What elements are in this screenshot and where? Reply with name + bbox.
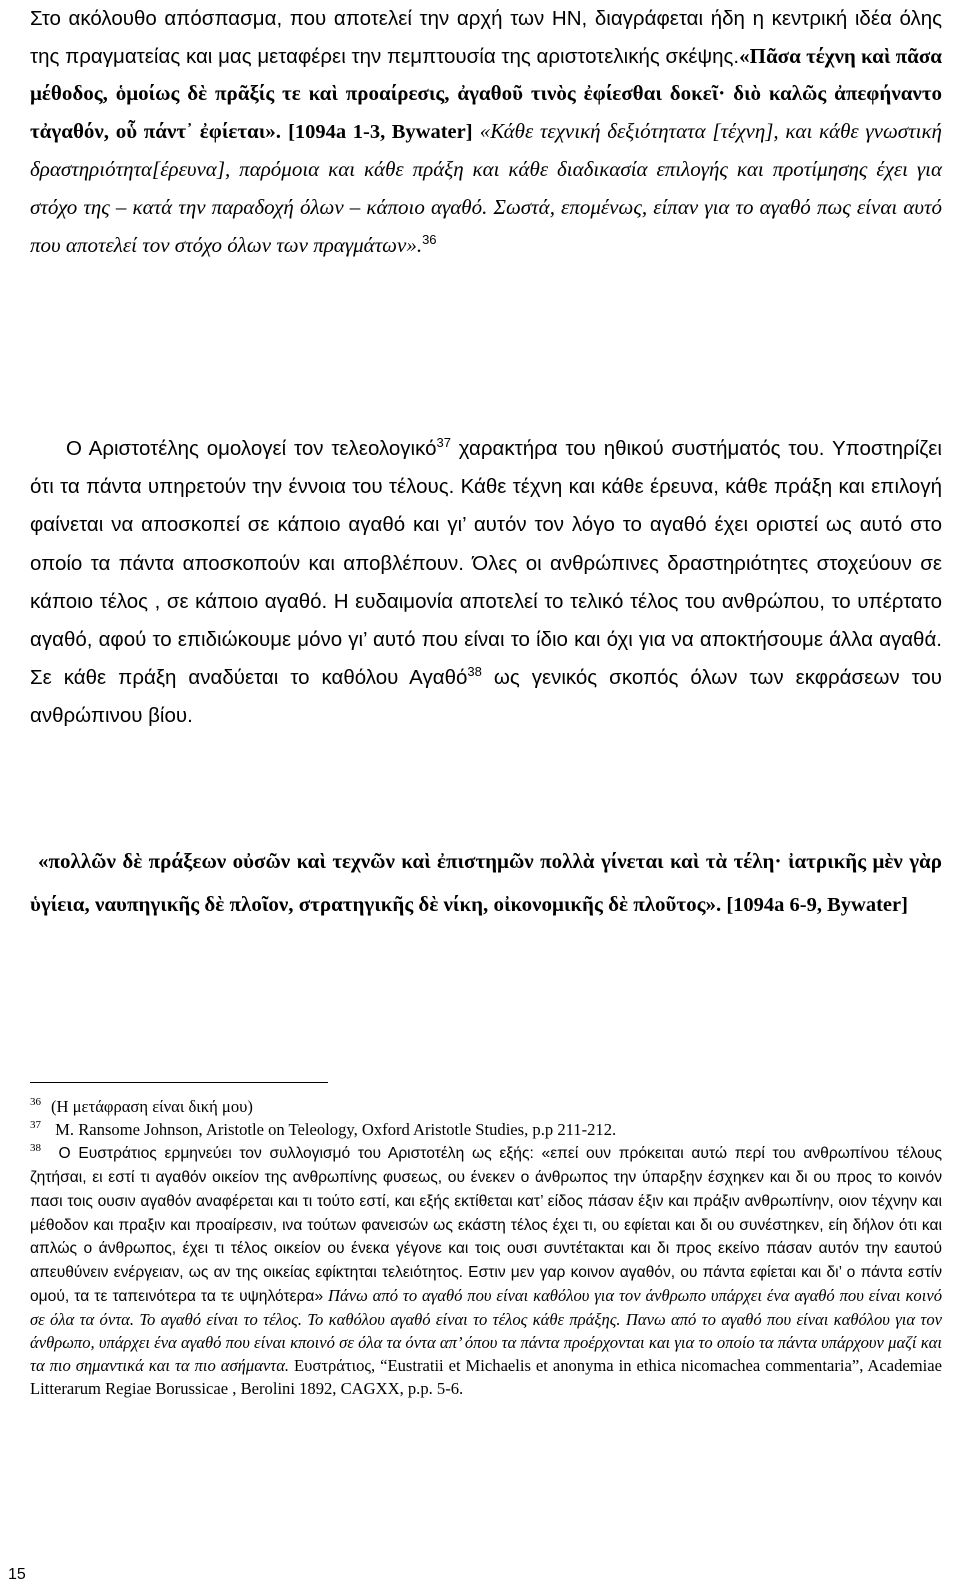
- translation-quote: «Κάθε τεχνική δεξιότητατα [τέχνη], και κάθε γνωστική δραστηριότητα[έρευνα], παρόμοια και κάθε πράξη και κάθε διαδικασία επιλογής και προτίμησης έχει για στόχο της – κατά την παραδοχή όλων – κάποιο αγαθό. Σωστά, επομένως, είπαν για το αγαθό πως είναι αυτό που αποτελεί τον στόχο όλων των πραγμάτων».: [30, 118, 942, 257]
- citation-ref: [1094a 6-9, Bywater]: [721, 894, 908, 916]
- footnote-mark: 37: [436, 435, 451, 451]
- paragraph-text: ως γενικός σκοπός όλων των εκφράσεων του ανθρώπινου βίου.: [30, 666, 942, 728]
- footnotes: [30, 1096, 942, 1401]
- footnote-number: 38: [30, 1142, 41, 1155]
- greek-quote: «πολλῶν δὲ πράξεων οὐσῶν καὶ τεχνῶν καὶ ἐπιστημῶν πολλὰ γίνεται καὶ τὰ τέλη· ἰατρικῆς μὲν γὰρ ὑγίεια, ναυπηγικῆς δὲ πλοῖον, στρατηγικῆς δὲ νίκη, οἰκονομικῆς δὲ πλοῦτος».: [30, 849, 942, 916]
- intro-text: Στο ακόλουθο απόσπασμα, που αποτελεί την αρχή των ΗΝ, διαγράφεται ήδη η κεντρική ιδέα όλης της πραγματείας και μας μεταφέρει την πεμπτουσία της αριστοτελικής σκέψης.: [30, 7, 942, 68]
- footnote-mark: 38: [467, 664, 482, 680]
- footnote-number: 36: [30, 1096, 41, 1109]
- greek-quote: «Πᾶσα τέχνη καὶ πᾶσα μέθοδος, ὁμοίως δὲ πρᾶξίς τε καὶ προαίρεσις, ἀγαθοῦ τινὸς ἐφίεσθαι δοκεῖ· διὸ καλῶς ἀπεφήναντο τἀγαθόν, οὗ πάντ᾽ ἐφίεται».: [30, 43, 943, 143]
- paragraph-teleology: [30, 430, 942, 736]
- footnote-36: [30, 1096, 942, 1119]
- footnote-38: [30, 1142, 942, 1401]
- footnote-separator: [30, 1082, 328, 1083]
- footnote-number: 37: [30, 1119, 41, 1132]
- paragraph-text: χαρακτήρα του ηθικού συστήματός του. Υποστηρίζει ότι τα πάντα υπηρετούν την έννοια του τέλους. Κάθε τέχνη και κάθε έρευνα, κάθε πράξη και επιλογή φαίνεται να αποσκοπεί σε κάποιο αγαθό και γι’ αυτόν τον λόγο το αγαθό έχει οριστεί ως αυτό στο οποίο τα πάντα αποσκοπούν και αποβλέπουν. Όλες οι ανθρώπινες δραστηριότητες στοχεύουν σε κάποιο τέλος , σε κάποιο αγαθό. Η ευδαιμονία αποτελεί το τελικό τέλος του ανθρώπου, το υπέρτατο αγαθό, αφού το επιδιώκουμε μόνο γι’ αυτό που είναι το ίδιο και όχι για να αποκτήσουμε άλλα αγαθά. Σε κάθε πράξη αναδύεται το καθόλου Αγαθό: [30, 437, 942, 690]
- footnote-reference: Ευστράτιος, “Eustratii et Michaelis et anonyma in ethica nicomachea commentaria”, Academiae Litterarum Regiae Borussicae , Berolini 1892, CAGXX, p.p. 5-6.: [30, 1355, 942, 1398]
- footnote-text: (Η μετάφραση είναι δική μου): [51, 1097, 253, 1116]
- paragraph-text: Ο Αριστοτέλης ομολογεί τον τελεολογικό: [66, 437, 437, 460]
- paragraph-intro: [30, 0, 942, 264]
- footnote-text: M. Ransome Johnson, Aristotle on Teleology, Oxford Aristotle Studies, p.p 211-212.: [55, 1119, 617, 1139]
- citation-ref: [1094a 1-3, Bywater]: [288, 120, 473, 143]
- footnote-mark: 36: [422, 231, 437, 247]
- footnote-37: [30, 1119, 942, 1142]
- footnote-translation: Πάνω από το αγαθό που είναι καθόλου για τον άνθρωπο υπάρχει ένα αγαθό που είναι κοινό σε όλα τα όντα. Το αγαθό είναι το τέλος. Το καθόλου αγαθό είναι το τέλος κάθε πράξης. Πανω από το αγαθό που είναι καθόλου για τον άνθρωπο, υπάρχει ένα αγαθό που είναι κποινό σε όλα τα όντα απ’ όπου τα πάντα προέρχονται και για το οποίο τα πάντα υπάρχουν μαζί και τα πιο σημαντικά και τα πιο ασήμαντα.: [30, 1286, 942, 1375]
- page-number: 15: [8, 1566, 26, 1583]
- paragraph-greek-quote: [30, 840, 942, 927]
- footnote-text: Ο Ευστράτιος ερμηνεύει τον συλλογισμό του Αριστοτέλη ως εξής: «επεί ουν πρόκειται αυτώ περί του ανθρωπίνου τέλους ζητήσαι, ει εστί τι αγαθόν οικείον της ανθρωπίνης φυσεως, ου ένεκεν ο άνθρωπος την ύπαρξην έσχηκεν και δι ου προς το κοινόν πασι τοις ουσιν αγαθόν αναφέρεται και τι τούτο εστί, και εξής εκτίθεται κατ’ είδος πάσαν έξιν και πράξιν ανθρωπίνην, οιον τέχνην και μέθοδον και πραξιν και προαίρεσιν, ινα τούτων φανεισών ως εκάστη τέλος έχει τι, ου εφίεται και δι ου συνέστηκεν, είη δήλον ότι και απλώς ο άνθρωπος, έχει τι τέλος οικείον ου ένεκα γέγονε και τοις ουσι συντέτακται και δι προς εκείνο πάσαν αυτόν την εαυτού απευθύνειν ενέργειαν, ως αν της οικείας εφίκτηται τελειότητος. Εστιν μεν γαρ κοινον αγαθόν, ου πάντα εφίεται και δι’ ο πάντα εστίν ομού, τα τε ταπεινότερα τα τε υψηλότερα»: [30, 1144, 942, 1306]
